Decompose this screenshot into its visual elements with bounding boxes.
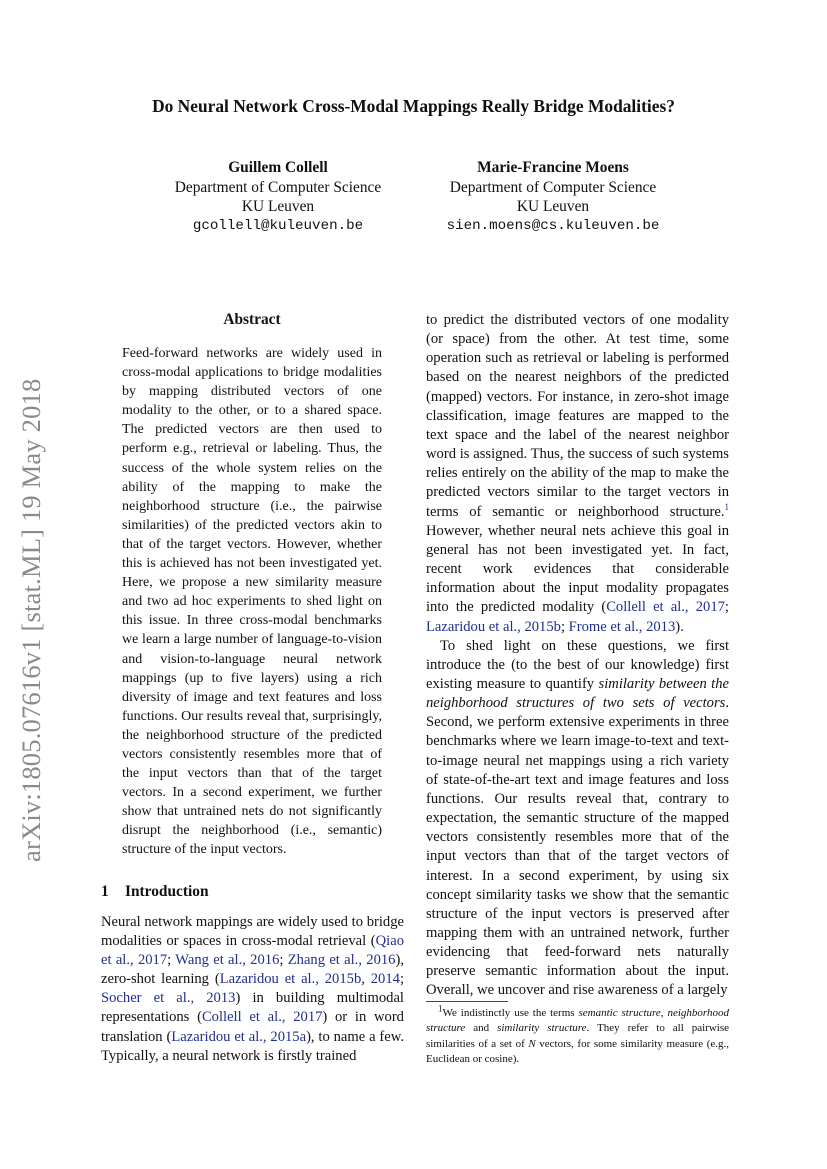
intro-right-column: [426, 311, 729, 1001]
emphasized-text: similarity between the neighborhood structures of two sets of vectors: [426, 675, 729, 712]
citation-link[interactable]: Qiao et al., 2017: [101, 933, 404, 969]
footnote-number: 1: [438, 1003, 443, 1014]
footnote: $^1$We indistinctly use the terms semantic structure, neighborhood structure and similarity structure. They refer to all pairwise similarities of a set of N vectors, for some similarity measure (e.g., Euclidean or cosine).: [426, 1003, 729, 1065]
author-email: sien.moens@cs.kuleuven.be: [446, 217, 660, 234]
author-department: Department of Computer Science: [449, 178, 657, 196]
citation-link[interactable]: Socher et al., 2013: [101, 990, 236, 1007]
author-block: [413, 158, 693, 236]
intro-left-column: [101, 913, 404, 1066]
citation-link[interactable]: Lazaridou et al., 2015a: [171, 1028, 307, 1045]
intro-paragraph: to predict the distributed vectors of one modality (or space) from the other. At test time, some operation such as retrieval or labeling is performed based on the nearest neighbors of the predicted (mapped) vectors. For instance, in zero-shot image classification, image features are mapped to the text space and the label of the nearest neighbor word is assigned. Thus, the success of such systems relies entirely on the ability of the map to make the predicted vectors similar to the target vectors in terms of semantic or neighborhood structure.$^1$ However, whether neural nets achieve this goal in general has not been investigated yet. In fact, recent work evidences that considerable information about the input modality propagates into the predicted modality (Collell et al., 2017; Lazaridou et al., 2015b; Frome et al., 2013).: [426, 312, 729, 635]
author-block: [138, 158, 418, 236]
citation-link[interactable]: Lazaridou et al., 2015b: [426, 618, 561, 635]
author-name: Marie-Francine Moens: [477, 159, 629, 176]
section-heading-introduction: [101, 883, 404, 901]
section-number: 1: [101, 883, 109, 900]
author-email: gcollell@kuleuven.be: [192, 217, 364, 234]
citation-link[interactable]: Collell et al., 2017: [606, 599, 725, 616]
footnote-marker[interactable]: 1: [724, 501, 729, 512]
citation-link[interactable]: Frome et al., 2013: [568, 618, 676, 635]
footnote-divider: [426, 1001, 508, 1002]
citation-link[interactable]: Collell et al., 2017: [201, 1009, 323, 1026]
abstract-paragraph: Feed-forward networks are widely used in cross-modal applications to bridge modalities by mapping distributed vectors of one modality to the other, or to a shared space. The predicted vectors are then used to perform e.g., retrieval or labeling. Thus, the success of the whole system relies on the ability of the mapping to make the neighborhood structure (i.e., the pairwise similarities) of the predicted vectors akin to that of the target vectors. However, whether this is achieved has not been investigated yet. Here, we propose a new similarity measure and two ad hoc experiments to shed light on this issue. In three cross-modal benchmarks we learn a large number of language-to-vision and vision-to-language neural network mappings (up to five layers) using a rich diversity of image and text features and loss functions. Our results reveal that, surprisingly, the neighborhood structure of the predicted vectors consistently resembles more that of the input vectors than that of the target vectors. In a second experiment, we further show that untrained nets do not significantly disrupt the neighborhood (i.e., semantic) structure of the input vectors.: [122, 346, 382, 858]
citation-link[interactable]: Zhang et al., 2016: [287, 952, 396, 969]
arxiv-identifier: arXiv:1805.07616v1 [stat.ML] 19 May 2018: [16, 378, 46, 862]
paper-title: Do Neural Network Cross-Modal Mappings Really Bridge Modalities?: [152, 96, 675, 116]
intro-paragraph: Neural network mappings are widely used to bridge modalities or spaces in cross-modal retrieval (Qiao et al., 2017; Wang et al., 2016; Zhang et al., 2016), zero-shot learning (Lazaridou et al., 2015b, 2014; Socher et al., 2013) in building multimodal representations (Collell et al., 2017) or in word translation (Lazaridou et al., 2015a), to name a few. Typically, a neural network is firstly trained: [101, 914, 404, 1064]
intro-paragraph: To shed light on these questions, we first introduce the (to the best of our knowledge) first existing measure to quantify similarity between the neighborhood structures of two sets of vectors. Second, we perform extensive experiments in three benchmarks where we learn image-to-text and text-to-image neural net mappings using a rich variety of state-of-the-art text and image features and loss functions. Our results reveal that, contrary to expectation, the semantic structure of the mapped vectors consistently resembles more that of the input vectors than that of the target vectors of interest. In a second experiment, by using six concept similarity tasks we show that the semantic structure of the input vectors is preserved after mapping them with an untrained network, further evidencing that feed-forward nets naturally preserve semantic information about the input. Overall, we uncover and rise awareness of a largely: [426, 637, 729, 999]
author-institution: KU Leuven: [516, 198, 590, 215]
abstract-heading: Abstract: [223, 311, 281, 328]
section-title: Introduction: [125, 883, 209, 900]
citation-link[interactable]: 2014: [370, 971, 400, 988]
citation-link[interactable]: Wang et al., 2016: [175, 952, 280, 969]
author-name: Guillem Collell: [228, 159, 328, 176]
author-institution: KU Leuven: [241, 198, 315, 215]
author-department: Department of Computer Science: [174, 178, 382, 196]
abstract-body: [122, 344, 382, 860]
citation-link[interactable]: Lazaridou et al., 2015b: [219, 971, 362, 988]
